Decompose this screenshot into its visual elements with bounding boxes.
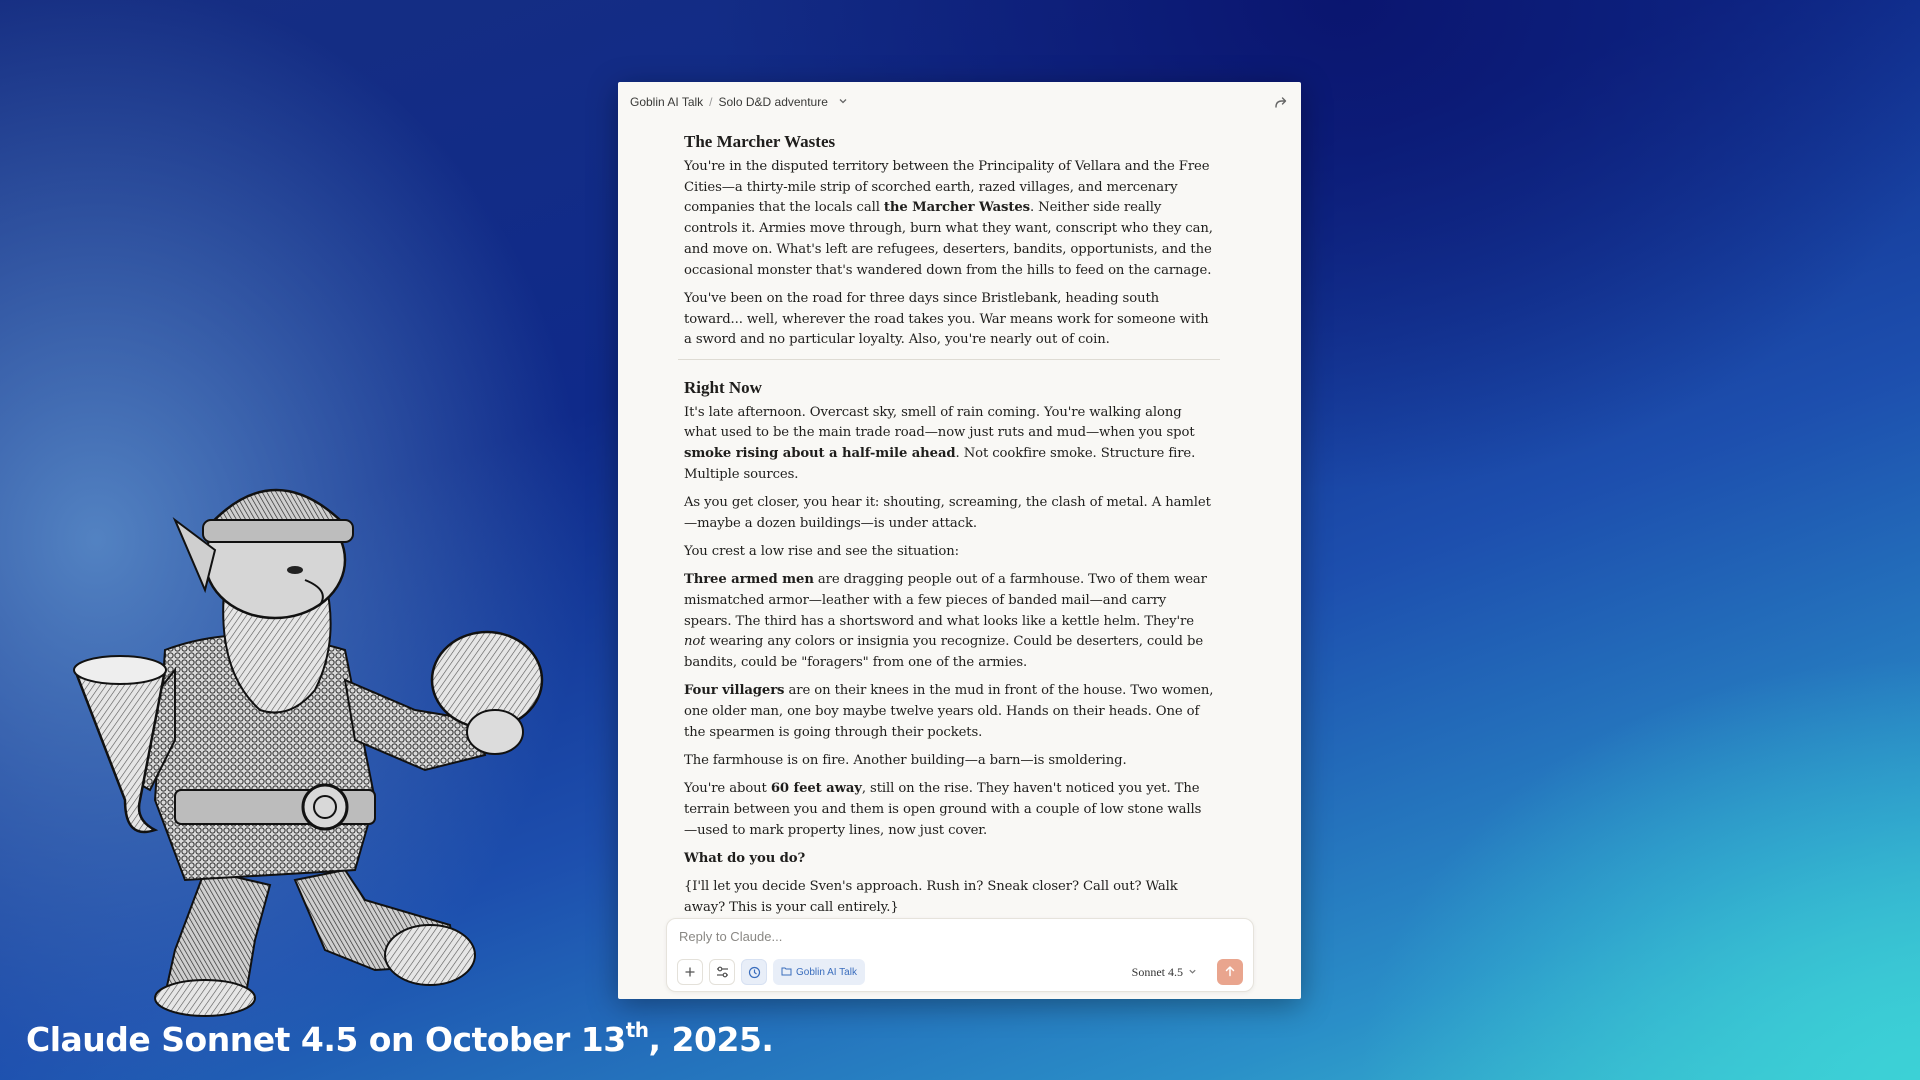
reply-input[interactable]: [679, 929, 1239, 944]
text-run: . Not cookfire smoke. Structure fire. Multiple sources.: [684, 445, 1196, 482]
bold-text: What do you do?: [684, 851, 806, 867]
sliders-icon[interactable]: [709, 959, 735, 985]
gnome-illustration: [55, 470, 575, 1030]
bold-text: Four villagers: [684, 683, 785, 699]
caption-ordinal: th: [625, 1018, 649, 1042]
bold-text: Three armed men: [684, 572, 814, 588]
bold-text: smoke rising about a half-mile ahead: [684, 445, 956, 461]
assistant-message: [684, 130, 1214, 926]
text-run: , still on the rise. They haven't noticed you yet. The terrain between you and them is open ground with a couple of low stone walls—used to mark property lines, now just cover.: [684, 781, 1202, 838]
message-paragraph: [684, 493, 1214, 534]
text-run: As you get closer, you hear it: shouting, screaming, the clash of metal. A hamlet—maybe a dozen buildings—is under attack.: [684, 494, 1211, 531]
text-run: You crest a low rise and see the situation:: [684, 543, 959, 559]
project-chip-label: Goblin AI Talk: [796, 966, 857, 978]
chevron-down-icon: [1188, 965, 1197, 980]
text-run: wearing any colors or insignia you recognize. Could be deserters, could be bandits, could be "foragers" from one of the armies.: [684, 634, 1204, 671]
bold-text: 60 feet away: [770, 781, 862, 797]
message-paragraph: [684, 570, 1214, 674]
text-run: are on their knees in the mud in front of the house. Two women, one older man, one boy maybe twelve years old. Hands on their heads. One of the spearmen is going through their pockets.: [684, 683, 1214, 740]
reply-toolbar: [677, 959, 1243, 985]
send-button[interactable]: [1217, 959, 1243, 985]
message-paragraph: [684, 779, 1214, 841]
caption-rest: , 2025.: [648, 1020, 774, 1059]
text-run: You've been on the road for three days since Bristlebank, heading south toward... well, wherever the road takes you. War means work for someone with a sword and no particular loyalty. Also, you're nearly out of coin.: [684, 290, 1209, 348]
message-paragraph: [684, 542, 1214, 563]
message-paragraph: [684, 849, 1214, 870]
project-chip[interactable]: [773, 959, 865, 985]
message-paragraph: [684, 289, 1214, 351]
caption: [26, 1018, 773, 1059]
text-run: {I'll let you decide Sven's approach. Rush in? Sneak closer? Call out? Walk away? This is your call entirely.}: [684, 879, 1178, 916]
breadcrumb-project[interactable]: Goblin AI Talk: [630, 95, 704, 109]
plus-icon[interactable]: [677, 959, 703, 985]
chevron-down-icon[interactable]: [838, 96, 848, 109]
text-run: It's late afternoon. Overcast sky, smell of rain coming. You're walking along what used to be the main trade road—now just ruts and mud—when you spot: [684, 404, 1195, 441]
text-run: You're about: [684, 781, 771, 797]
bold-text: the Marcher Wastes: [883, 200, 1030, 216]
message-paragraph: [684, 681, 1214, 743]
text-run: The farmhouse is on fire. Another building—a barn—is smoldering.: [684, 753, 1127, 769]
italic-text: not: [684, 634, 706, 650]
share-icon[interactable]: [1273, 94, 1289, 110]
clock-icon[interactable]: [741, 959, 767, 985]
message-paragraph: [684, 877, 1214, 918]
breadcrumb-chat-title[interactable]: Solo D&D adventure: [718, 95, 828, 109]
section-divider: [678, 359, 1220, 360]
folder-icon: [781, 966, 792, 979]
model-selector[interactable]: [1132, 965, 1197, 980]
section-heading: The Marcher Wastes: [684, 132, 836, 151]
top-bar: [618, 82, 1301, 122]
reply-box: [666, 918, 1254, 992]
section-heading: Right Now: [684, 377, 762, 397]
text-run: . Neither side really controls it. Armies move through, burn what they want, conscript who they can, and move on. What's left are refugees, deserters, bandits, opportunists, and the occasional monster that's wandered down from the hills to feed on the carnage.: [684, 200, 1213, 278]
message-paragraph: [684, 403, 1214, 486]
caption-main: Claude Sonnet 4.5 on October 13: [26, 1020, 626, 1059]
text-run: You're in the disputed territory between the Principality of Vellara and the Free Cities—a thirty-mile strip of scorched earth, razed villages, and mercenary companies that the locals call: [684, 159, 1210, 216]
message-paragraph: [684, 157, 1214, 281]
arrow-up-icon: [1224, 964, 1236, 980]
message-paragraph: [684, 751, 1214, 772]
model-label: Sonnet 4.5: [1131, 964, 1183, 979]
breadcrumb-separator: /: [709, 95, 713, 109]
text-run: are dragging people out of a farmhouse. Two of them wear mismatched armor—leather with a few pieces of banded mail—and carry spears. The third has a shortsword and what looks like a kettle helm. They're: [684, 572, 1207, 629]
chat-window: [618, 82, 1301, 999]
